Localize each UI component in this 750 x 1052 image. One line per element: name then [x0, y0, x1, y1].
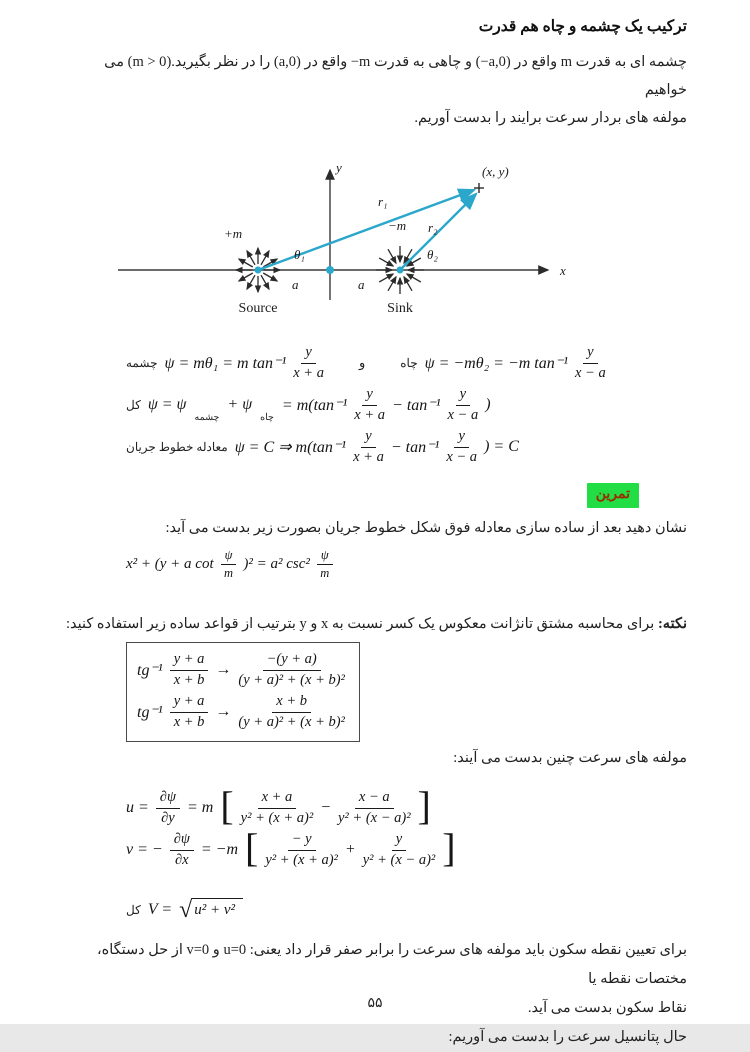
- rule1-arrow-icon: →: [215, 661, 232, 678]
- rule2-fraction-right: $\frac{x + b}{\text{(y + a)² + (x + b)²}}$: [238, 693, 345, 730]
- source-strength-label: +m: [224, 226, 243, 241]
- page-number: ۵۵: [367, 996, 383, 1011]
- r1-label: r₁: [378, 194, 388, 209]
- note-rest: برای محاسبه مشتق تانژانت معکوس یک کسر نسبت به ⁦x⁩ و ⁦y⁩ بترتیب از قواعد ساده زیر استفاده کنید:: [66, 616, 658, 632]
- u-eq-coefficient: = m: [186, 799, 214, 816]
- shape-eq-part1: x² + (y + a cot: [126, 555, 214, 572]
- r2-vector: [400, 194, 476, 270]
- eq-psi-source-and-sink: [126, 343, 687, 383]
- streamline-eq-part2: − tan⁻¹: [390, 439, 440, 456]
- radical-icon: √: [179, 897, 193, 923]
- v-eq-open-bracket: [: [245, 825, 259, 870]
- v-eq-close-bracket: ]: [442, 825, 456, 870]
- streamline-eq-part3: ) = C: [484, 438, 519, 455]
- exercise-badge: تمرین: [587, 483, 639, 508]
- source-sink-figure: [110, 158, 580, 331]
- rule1-fraction-right: $\frac{-(y + a)}{\text{(y + a)² + (x + b)²}}$: [238, 651, 345, 688]
- vtotal-lhs: V =: [147, 901, 173, 918]
- v-eq-derivative-fraction: $\frac{\partial\psi}{\partial x}$: [170, 831, 194, 869]
- vtotal-radicand: u² + v²: [192, 898, 243, 919]
- sink-eq-fraction: $\frac{y}{x - a}$: [574, 344, 606, 381]
- total-eq-part2: + ψ: [227, 396, 253, 413]
- total-eq-label: کل: [126, 397, 141, 412]
- eq-streamline: [126, 427, 687, 467]
- source-eq-label: چشمه: [126, 355, 158, 370]
- u-eq-close-bracket: ]: [417, 783, 431, 828]
- point-xy-label: (x, y): [482, 164, 509, 179]
- sink-eq-label: چاه: [400, 355, 418, 370]
- exercise-badge-row: [63, 483, 639, 508]
- u-eq-open-bracket: [: [220, 783, 234, 828]
- total-eq-fraction-2: $\frac{y}{x - a}$: [447, 386, 479, 423]
- stagnation-line-2: نقاط سکون بدست می آید.: [527, 1000, 687, 1016]
- intro-line-1: چشمه ای به قدرت ⁦m⁩ واقع در (⁦−a,0⁩) و چاهی به قدرت ⁦−m⁩ واقع در (⁦a,0⁩) را در نظر بگیرید.(⁦m > 0⁩) می خواهیم: [104, 54, 687, 98]
- sink-eq-body: ψ = −mθ₂ = −m tan⁻¹: [424, 355, 568, 372]
- point-xy-marker: [474, 183, 484, 193]
- velocity-components-text: مولفه های سرعت چنین بدست می آیند:: [453, 750, 687, 766]
- a-right-label: a: [358, 277, 365, 292]
- rule1-function: tg⁻¹: [137, 662, 163, 679]
- streamline-eq-part1: ψ = C ⇒ m(tan⁻¹: [234, 439, 347, 456]
- streamline-eq-fraction-1: $\frac{y}{x + a}$: [353, 428, 384, 465]
- total-eq-part4: − tan⁻¹: [392, 397, 441, 414]
- exercise-text: نشان دهید بعد از ساده سازی معادله فوق شکل خطوط جریان بصورت زیر بدست می آید:: [165, 520, 687, 536]
- note-bold-prefix: نکته:: [657, 616, 687, 632]
- v-eq-lhs: v = −: [126, 841, 163, 858]
- derivative-rules-box: [126, 642, 360, 742]
- sink-caption: Sink: [387, 301, 413, 316]
- shape-eq-part2: )² = a² csc²: [243, 555, 310, 572]
- source-sink-diagram: [110, 158, 580, 326]
- source-eq-body: ψ = mθ₁ = m tan⁻¹: [164, 355, 287, 372]
- rule1-fraction-left: $\frac{y + a}{x + b}$: [170, 651, 209, 689]
- stagnation-line-1: برای تعیین نقطه سکون باید مولفه های سرعت را برابر صفر قرار داد یعنی: ⁦u=0⁩ و ⁦v=0⁩ از حل دستگاه، مختصات نقطه یا: [96, 942, 687, 987]
- shape-eq-fraction-2: $\frac{\psi}{m}$: [317, 548, 333, 581]
- v-eq-operator: +: [344, 841, 356, 858]
- v-eq-coefficient: = −m: [200, 841, 239, 858]
- total-eq-sub-sink: چاه: [260, 413, 274, 423]
- v-eq-fraction-1: $\frac{- y}{\text{y² + (x + a)²}}$: [265, 831, 338, 868]
- total-eq-fraction-1: $\frac{y}{x + a}$: [354, 386, 386, 423]
- streamline-eq-label: معادله خطوط جریان: [126, 439, 228, 454]
- vtotal-sqrt: [179, 898, 243, 922]
- theta2-label: θ₂: [427, 247, 438, 262]
- rule2-fraction-left: $\frac{y + a}{x + b}$: [170, 693, 209, 731]
- eq-streamline-shape: [126, 544, 687, 584]
- source-eq-fraction: $\frac{y}{x + a}$: [293, 344, 324, 381]
- total-eq-part1: ψ = ψ: [147, 396, 187, 413]
- sink-strength-label: −m: [388, 218, 407, 233]
- rule-row-2: [137, 691, 345, 733]
- potential-text: حال پتانسیل سرعت را بدست می آوریم:: [448, 1029, 687, 1045]
- x-axis-label: x: [560, 263, 566, 278]
- rule2-arrow-icon: →: [215, 703, 232, 720]
- and-word: و: [358, 355, 366, 370]
- u-eq-derivative-fraction: $\frac{\partial\psi}{\partial y}$: [156, 789, 180, 827]
- a-left-label: a: [292, 277, 299, 292]
- source-dot: [255, 267, 262, 274]
- eq-v-component: [126, 825, 687, 870]
- u-eq-fraction-1: $\frac{x + a}{\text{y² + (x + a)²}}$: [240, 789, 314, 826]
- streamline-eq-fraction-2: $\frac{y}{x - a}$: [446, 428, 478, 465]
- sink-dot: [397, 267, 404, 274]
- u-eq-lhs: u =: [126, 799, 149, 816]
- page-title: ترکیب یک چشمه و چاه هم قدرت: [478, 18, 687, 35]
- note-text: [63, 610, 687, 638]
- source-caption: Source: [238, 301, 278, 316]
- vtotal-label: کل: [126, 902, 141, 917]
- total-eq-sub-source: چشمه: [194, 413, 220, 423]
- rule2-function: tg⁻¹: [137, 704, 163, 721]
- eq-velocity-magnitude: [126, 890, 687, 930]
- total-eq-part5: ): [485, 396, 491, 413]
- shape-eq-fraction-1: $\frac{\psi}{m}$: [221, 548, 237, 581]
- y-axis-label: y: [336, 160, 342, 175]
- intro-line-2: مولفه های بردار سرعت برایند را بدست آوریم.: [414, 110, 687, 126]
- origin-dot: [326, 266, 334, 274]
- rule-row-1: [137, 649, 345, 691]
- r2-label: r₂: [428, 220, 438, 235]
- eq-u-component: [126, 783, 687, 828]
- u-eq-operator: −: [320, 799, 331, 816]
- theta1-label: θ₁: [294, 247, 305, 262]
- u-eq-fraction-2: $\frac{x - a}{\text{y² + (x − a)²}}$: [338, 789, 411, 826]
- v-eq-fraction-2: $\frac{y}{\text{y² + (x − a)²}}$: [362, 831, 436, 868]
- total-eq-part3: = m(tan⁻¹: [281, 397, 348, 414]
- eq-psi-total: [126, 385, 687, 425]
